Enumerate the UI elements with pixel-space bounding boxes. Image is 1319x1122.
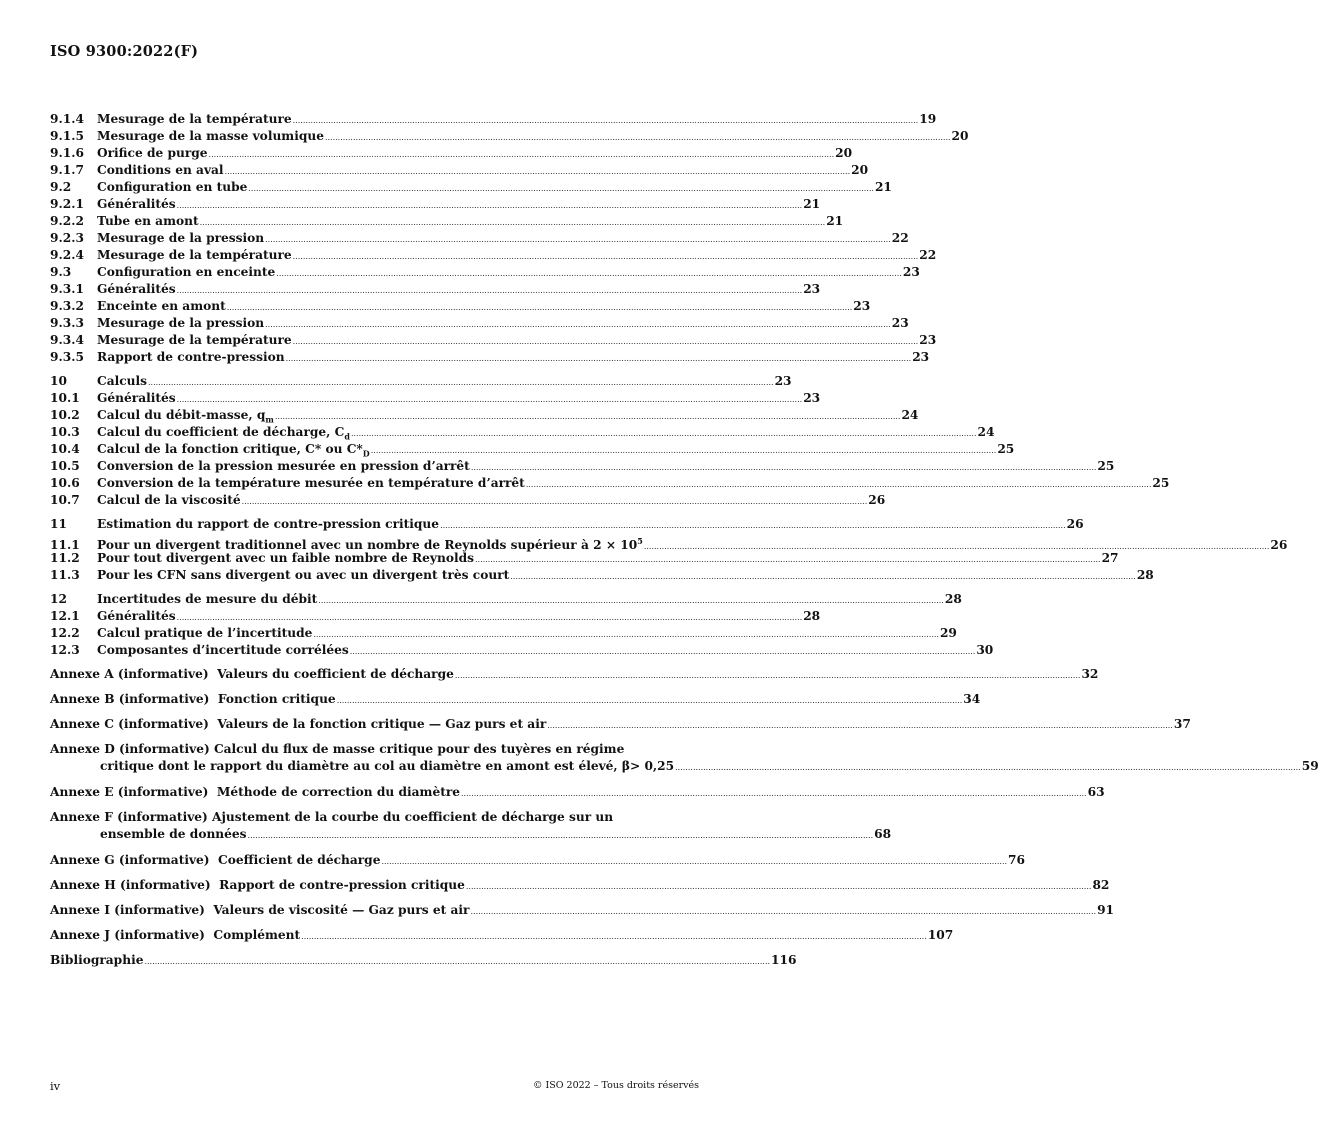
toc-entry-page: 23	[919, 333, 937, 347]
toc-entry-title: Pour un divergent traditionnel avec un nombre de Reynolds supérieur à $2 \times 10^5$	[97, 536, 643, 553]
toc-entry-number: 9.3.4	[50, 333, 84, 347]
toc-entry-title: Mesurage de la température	[97, 112, 292, 126]
toc-entry-subscript: D	[362, 448, 370, 459]
toc-annex-page: 76	[1008, 853, 1026, 867]
toc-entry[interactable]	[50, 642, 994, 659]
dot-leader	[265, 315, 891, 333]
dot-leader	[471, 458, 1097, 476]
toc-entry[interactable]	[50, 591, 962, 608]
toc-annex-page: 37	[1173, 717, 1191, 731]
toc-entry[interactable]	[50, 516, 1084, 533]
toc-entry-number: 9.3.2	[50, 299, 84, 313]
toc-annex-page: 116	[771, 953, 797, 967]
dot-leader	[293, 332, 919, 350]
toc-entry-page: 20	[851, 163, 869, 177]
toc-entry[interactable]	[50, 492, 886, 509]
toc-annex-title: Annexe B (informative) Fonction critique	[50, 692, 336, 706]
dot-leader	[177, 608, 803, 626]
toc-annex-page: 91	[1097, 903, 1115, 917]
toc-entry-page: 25	[997, 442, 1015, 456]
toc-entry[interactable]	[50, 213, 844, 230]
toc-entry-number: 9.2.2	[50, 214, 84, 228]
dot-leader	[209, 145, 835, 163]
toc-annex-entry[interactable]	[50, 927, 954, 944]
toc-annex-page: 59	[1301, 759, 1319, 773]
dot-leader	[148, 373, 774, 391]
toc-entry[interactable]	[50, 128, 969, 145]
dot-leader	[440, 516, 1066, 534]
toc-entry[interactable]	[50, 441, 1015, 459]
dot-leader	[293, 111, 919, 129]
dot-leader	[455, 666, 1081, 684]
toc-entry-title: Généralités	[97, 197, 176, 211]
toc-entry-title: Rapport de contre-pression	[97, 350, 285, 364]
toc-entry-number: 11.3	[50, 568, 80, 582]
toc-entry-page: 21	[826, 214, 844, 228]
toc-annex-page: 63	[1087, 785, 1105, 799]
dot-leader	[313, 625, 939, 643]
toc-annex-entry[interactable]	[50, 741, 1319, 776]
toc-annex-title: Annexe G (informative) Coefficient de décharge	[50, 853, 381, 867]
dot-leader	[510, 567, 1136, 585]
toc-annex-title: Annexe C (informative) Valeurs de la fonction critique — Gaz purs et air	[50, 717, 547, 731]
toc-annex-title: Annexe F (informative) Ajustement de la courbe du coefficient de décharge sur un	[50, 810, 614, 824]
toc-entry[interactable]	[50, 332, 937, 349]
toc-annex-page: 107	[927, 928, 954, 942]
toc-entry-page: 30	[976, 643, 994, 657]
dot-leader	[248, 826, 874, 844]
toc-entry-number: 12	[50, 592, 67, 606]
toc-entry-page: 21	[874, 180, 892, 194]
toc-entry[interactable]	[50, 475, 1170, 492]
toc-entry-page: 28	[803, 609, 821, 623]
dot-leader	[286, 349, 912, 367]
toc-entry[interactable]	[50, 196, 821, 213]
toc-annex-entry[interactable]	[50, 716, 1191, 733]
dot-leader	[351, 424, 977, 442]
toc-entry-number: 9.1.5	[50, 129, 84, 143]
toc-entry-title: Calcul pratique de l’incertitude	[97, 626, 313, 640]
toc-entry[interactable]	[50, 247, 937, 264]
toc-entry-number: 9.1.4	[50, 112, 84, 126]
toc-entry[interactable]	[50, 162, 869, 179]
toc-entry[interactable]	[50, 390, 821, 407]
toc-entry-page: 23	[853, 299, 871, 313]
toc-annex-entry[interactable]	[50, 952, 797, 969]
toc-entry-title: Mesurage de la température	[97, 248, 292, 262]
toc-entry-page: 23	[912, 350, 930, 364]
dot-leader	[225, 162, 851, 180]
toc-entry-page: 24	[977, 425, 995, 439]
dot-leader	[265, 230, 891, 248]
toc-entry[interactable]	[50, 407, 919, 425]
toc-entry-page: 26	[868, 493, 886, 507]
copyright-notice: © ISO 2022 – Tous droits réservés	[532, 1080, 699, 1091]
toc-annex-entry[interactable]	[50, 784, 1105, 801]
toc-entry-number: 9.3.3	[50, 316, 84, 330]
toc-entry[interactable]	[50, 424, 995, 442]
table-of-contents	[50, 111, 1319, 977]
dot-leader	[227, 298, 853, 316]
toc-entry-title: Calcul du débit-masse, $q_m$	[97, 408, 274, 425]
toc-entry-page: 23	[902, 265, 920, 279]
dot-leader	[381, 852, 1007, 870]
toc-annex-page: 34	[963, 692, 981, 706]
toc-entry[interactable]	[50, 111, 937, 128]
toc-entry-number: 9.2.3	[50, 231, 84, 245]
toc-entry-title: Mesurage de la masse volumique	[97, 129, 324, 143]
dot-leader	[200, 213, 826, 231]
toc-entry-number: 10.2	[50, 408, 80, 422]
toc-entry-title: Configuration en tube	[97, 180, 248, 194]
toc-entry-page: 19	[919, 112, 937, 126]
toc-entry[interactable]	[50, 373, 792, 390]
toc-annex-entry[interactable]	[50, 666, 1099, 683]
toc-annex-title-continued: ensemble de données	[100, 827, 247, 841]
toc-entry-page: 20	[835, 146, 853, 160]
toc-annex-title-continued: critique dont le rapport du diamètre au col au diamètre en amont est élevé, β> 0,25	[100, 759, 675, 773]
toc-entry-page: 24	[901, 408, 919, 422]
toc-entry-title: Calcul du coefficient de décharge, $C_d$	[97, 425, 350, 442]
toc-annex-title: Bibliographie	[50, 953, 144, 967]
toc-entry-title: Enceinte en amont	[97, 299, 226, 313]
toc-entry[interactable]	[50, 567, 1154, 584]
toc-entry-page: 29	[939, 626, 957, 640]
toc-entry-number: 12.1	[50, 609, 80, 623]
toc-entry-number: 11.2	[50, 551, 80, 565]
toc-entry-page: 28	[944, 592, 962, 606]
dot-leader	[318, 591, 944, 609]
toc-entry-page: 23	[803, 391, 821, 405]
toc-entry-number: 10.1	[50, 391, 80, 405]
toc-entry-number: 9.1.7	[50, 163, 84, 177]
toc-entry-title: Conversion de la pression mesurée en pression d’arrêt	[97, 459, 470, 473]
toc-annex-entry[interactable]	[50, 877, 1110, 894]
toc-entry-title: Configuration en enceinte	[97, 265, 276, 279]
toc-entry[interactable]	[50, 625, 957, 642]
toc-entry-number: 10.6	[50, 476, 80, 490]
dot-leader	[461, 784, 1087, 802]
toc-entry-page: 22	[891, 231, 909, 245]
toc-entry-number: 9.3.1	[50, 282, 84, 296]
toc-entry-page: 26	[1270, 538, 1288, 553]
toc-entry[interactable]	[50, 550, 1119, 567]
toc-entry-title: Pour tout divergent avec un faible nombre de Reynolds	[97, 551, 474, 565]
toc-entry-page: 23	[891, 316, 909, 330]
toc-entry-number: 11	[50, 517, 67, 531]
toc-entry[interactable]	[50, 179, 892, 196]
dot-leader	[470, 902, 1096, 920]
toc-entry[interactable]	[50, 264, 920, 281]
toc-entry-number: 10.7	[50, 493, 80, 507]
toc-entry-number: 9.1.6	[50, 146, 84, 160]
document-id-header: ISO 9300:2022(F)	[50, 43, 199, 60]
toc-entry-page: 27	[1101, 551, 1119, 565]
toc-annex-entry[interactable]	[50, 691, 981, 708]
page-number: iv	[50, 1079, 61, 1093]
toc-entry-page: 21	[803, 197, 821, 211]
toc-entry-number: 12.3	[50, 643, 80, 657]
toc-annex-entry[interactable]	[50, 809, 892, 844]
toc-entry-number: 11.1	[50, 538, 80, 553]
dot-leader	[177, 281, 803, 299]
toc-annex-title: Annexe I (informative) Valeurs de viscosité — Gaz purs et air	[50, 903, 470, 917]
toc-entry-title: Orifice de purge	[97, 146, 208, 160]
toc-annex-entry[interactable]	[50, 902, 1115, 919]
dot-leader	[242, 492, 868, 510]
dot-leader	[275, 407, 901, 425]
toc-annex-title: Annexe D (informative) Calcul du flux de masse critique pour des tuyères en régime	[50, 742, 625, 756]
toc-entry-title: Estimation du rapport de contre-pression critique	[97, 517, 440, 531]
toc-entry-page: 20	[951, 129, 969, 143]
toc-entry-page: 23	[774, 374, 792, 388]
toc-entry[interactable]	[50, 349, 930, 366]
dot-leader	[675, 758, 1301, 776]
toc-entry-title: Calcul de la fonction critique, C* ou $C*_D$	[97, 442, 370, 459]
dot-leader	[526, 475, 1152, 493]
toc-entry-subscript: m	[265, 414, 274, 425]
dot-leader	[475, 550, 1101, 568]
toc-entry-page: 25	[1097, 459, 1115, 473]
toc-entry-page: 23	[803, 282, 821, 296]
toc-entry-title: Mesurage de la pression	[97, 231, 265, 245]
toc-entry-title: Incertitudes de mesure du débit	[97, 592, 318, 606]
toc-entry-title: Composantes d’incertitude corrélées	[97, 643, 349, 657]
toc-entry-number: 10.4	[50, 442, 80, 456]
dot-leader	[301, 927, 927, 945]
toc-entry-number: 9.2.4	[50, 248, 84, 262]
toc-entry[interactable]	[50, 533, 1288, 553]
dot-leader	[325, 128, 951, 146]
toc-annex-entry[interactable]	[50, 852, 1026, 869]
dot-leader	[337, 691, 963, 709]
dot-leader	[293, 247, 919, 265]
toc-entry-title: Conversion de la température mesurée en température d’arrêt	[97, 476, 525, 490]
toc-annex-title: Annexe E (informative) Méthode de correction du diamètre	[50, 785, 461, 799]
toc-entry-number: 9.3	[50, 265, 72, 279]
dot-leader	[350, 642, 976, 660]
toc-entry-title: Généralités	[97, 609, 176, 623]
toc-annex-title: Annexe J (informative) Complément	[50, 928, 301, 942]
toc-entry[interactable]	[50, 608, 821, 625]
toc-annex-page: 68	[874, 827, 892, 841]
dot-leader	[371, 441, 997, 459]
toc-entry[interactable]	[50, 230, 909, 247]
toc-entry-title: Calcul de la viscosité	[97, 493, 241, 507]
toc-annex-title: Annexe H (informative) Rapport de contre-pression critique	[50, 878, 465, 892]
toc-entry-title: Généralités	[97, 282, 176, 296]
toc-entry-number: 9.2.1	[50, 197, 84, 211]
toc-entry-title: Conditions en aval	[97, 163, 224, 177]
toc-entry-title: Mesurage de la pression	[97, 316, 265, 330]
toc-entry[interactable]	[50, 145, 853, 162]
toc-entry-title: Pour les CFN sans divergent ou avec un divergent très court	[97, 568, 510, 582]
toc-entry[interactable]	[50, 281, 821, 298]
toc-entry-page: 22	[919, 248, 937, 262]
toc-entry-number: 10.3	[50, 425, 80, 439]
dot-leader	[547, 716, 1173, 734]
toc-entry-page: 28	[1136, 568, 1154, 582]
dot-leader	[248, 179, 874, 197]
toc-entry-number: 10.5	[50, 459, 80, 473]
dot-leader	[177, 390, 803, 408]
toc-annex-page: 32	[1081, 667, 1099, 681]
toc-entry-number: 9.2	[50, 180, 72, 194]
toc-entry-title: Calculs	[97, 374, 147, 388]
toc-annex-title: Annexe A (informative) Valeurs du coefficient de décharge	[50, 667, 454, 681]
toc-entry-page: 25	[1152, 476, 1170, 490]
toc-entry-title: Généralités	[97, 391, 176, 405]
toc-entry-number: 10	[50, 374, 67, 388]
dot-leader	[466, 877, 1092, 895]
toc-entry[interactable]	[50, 298, 871, 315]
toc-entry-number: 12.2	[50, 626, 80, 640]
toc-entry-title: Tube en amont	[97, 214, 199, 228]
toc-entry-superscript: 5	[637, 536, 643, 546]
toc-entry-title: Mesurage de la température	[97, 333, 292, 347]
toc-entry-subscript: d	[344, 431, 350, 442]
toc-entry[interactable]	[50, 315, 909, 332]
toc-entry-number: 9.3.5	[50, 350, 84, 364]
toc-entry[interactable]	[50, 458, 1115, 475]
toc-annex-page: 82	[1092, 878, 1110, 892]
dot-leader	[177, 196, 803, 214]
dot-leader	[276, 264, 902, 282]
dot-leader	[144, 952, 770, 970]
toc-entry-page: 26	[1066, 517, 1084, 531]
